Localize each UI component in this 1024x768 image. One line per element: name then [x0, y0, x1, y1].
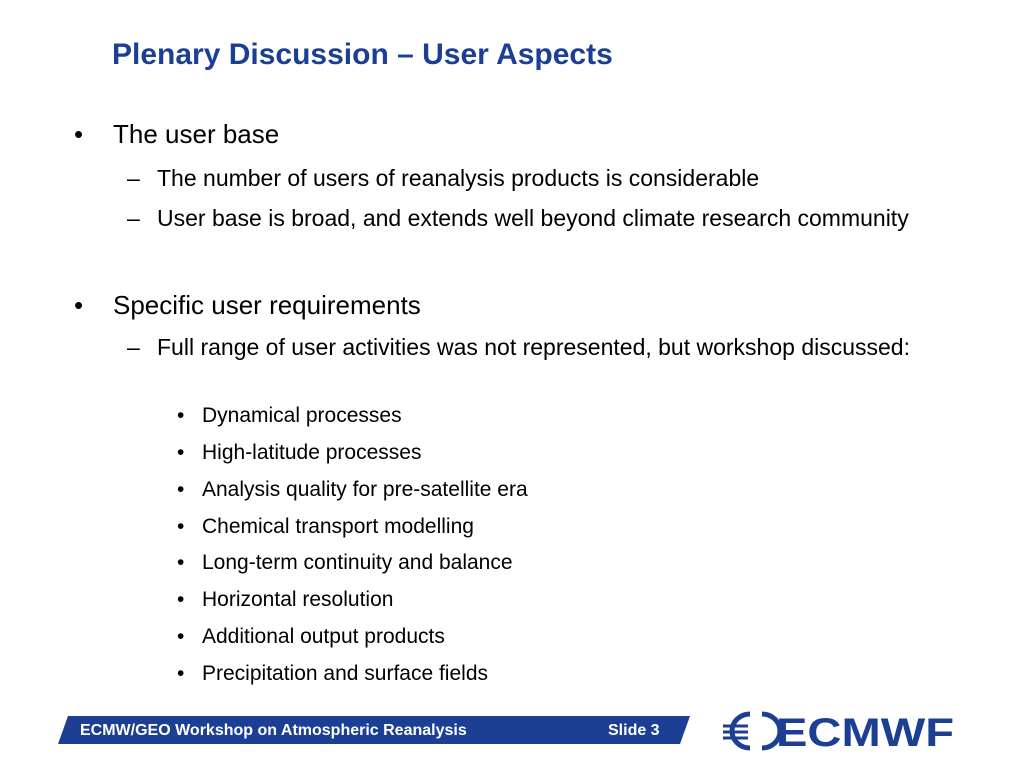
list-item-text: High-latitude processes [202, 441, 422, 464]
ecmwf-logo [718, 706, 958, 756]
bullet-text: The user base [113, 119, 280, 149]
bullet-symbol: • [177, 515, 185, 538]
bullet-symbol: • [177, 551, 185, 574]
sub-bullet-text: Full range of user activities was not represented, but workshop discussed: [157, 334, 910, 360]
bullet-symbol: • [177, 588, 185, 611]
list-item-text: Precipitation and surface fields [202, 662, 488, 685]
sub-bullet-text: User base is broad, and extends well beyond climate research community [157, 205, 909, 231]
list-item-text: Chemical transport modelling [202, 515, 474, 538]
sub-bullet-text: The number of users of reanalysis products is considerable [157, 165, 760, 191]
list-item-text: Dynamical processes [202, 404, 402, 427]
bullet-symbol: • [177, 441, 185, 464]
bullet-symbol: • [177, 404, 185, 427]
slide-number: Slide 3 [608, 722, 660, 739]
dash-symbol: – [127, 205, 140, 231]
bullet-symbol: • [74, 119, 84, 149]
list-item-text: Additional output products [202, 625, 445, 648]
dash-symbol: – [127, 165, 140, 191]
list-item-text: Horizontal resolution [202, 588, 394, 611]
bullet-symbol: • [177, 625, 185, 648]
logo-wordmark: ECMWF [776, 711, 954, 755]
list-item-text: Analysis quality for pre-satellite era [202, 478, 528, 501]
slide-title: Plenary Discussion – User Aspects [112, 38, 613, 71]
bullet-symbol: • [177, 662, 185, 685]
list-item-text: Long-term continuity and balance [202, 551, 513, 574]
bullet-symbol: • [74, 290, 84, 320]
bullet-text: Specific user requirements [113, 290, 421, 320]
footer-workshop-title: ECMW/GEO Workshop on Atmospheric Reanalysis [80, 722, 467, 739]
bullet-symbol: • [177, 478, 185, 501]
dash-symbol: – [127, 334, 140, 360]
